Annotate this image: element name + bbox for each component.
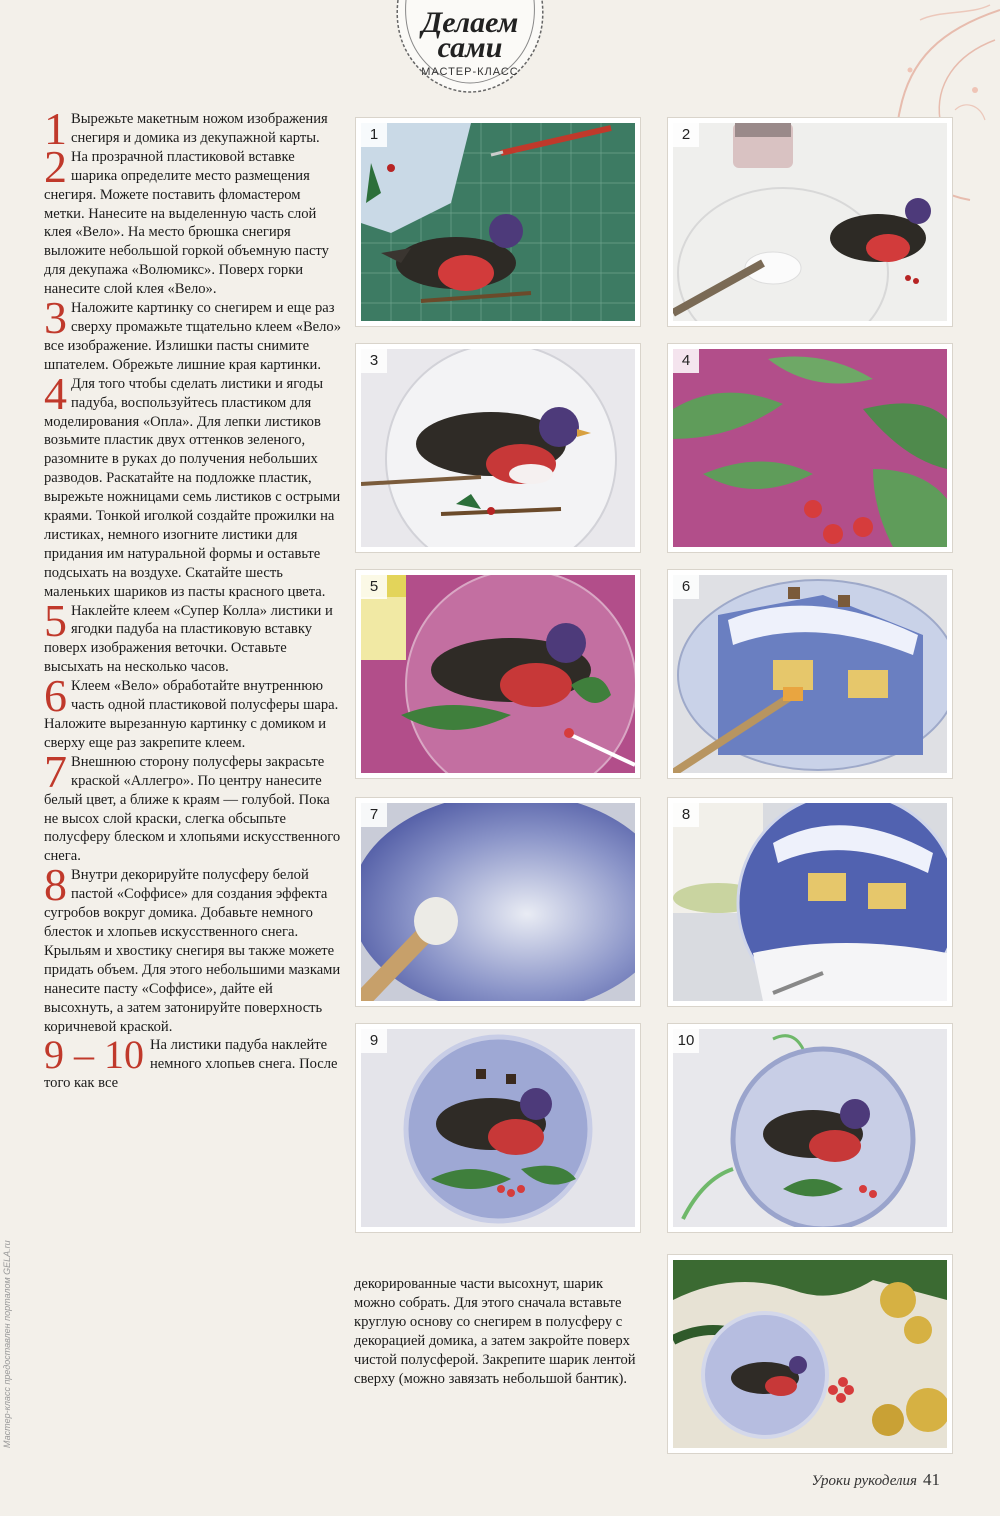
stamp-line-1: Делаем	[421, 6, 519, 39]
photo-step-10	[668, 1024, 952, 1232]
holly-leaves-image	[673, 349, 947, 547]
step-number: 7	[44, 745, 67, 797]
step-text: Наклейте клеем «Супер Колла» листики и ягодки падуба на пластиковую вставку поверх изображения веточки. Оставьте высыхать на несколько часов.	[44, 602, 333, 676]
snow-paste-image	[673, 803, 947, 1001]
photo-final-result	[668, 1255, 952, 1453]
step-number: 1	[44, 103, 67, 154]
photo-step-5	[356, 570, 640, 778]
photo-step-4	[668, 344, 952, 552]
step-4	[44, 367, 344, 602]
step-text: На листики падуба наклейте немного хлопьев снега. После того как все	[44, 1037, 338, 1092]
christmas-ornament-final-image	[673, 1260, 947, 1448]
photo-step-7	[356, 798, 640, 1006]
volumix-paste-image	[673, 123, 947, 321]
step-1	[44, 103, 344, 154]
step-number: 5	[44, 594, 67, 646]
step-number: 6	[44, 670, 67, 722]
assembled-ornament-image	[673, 1029, 947, 1227]
photo-step-2	[668, 118, 952, 326]
step-5	[44, 594, 344, 678]
photo-step-6	[668, 570, 952, 778]
photo-number: 2	[673, 123, 699, 147]
photo-number: 7	[361, 803, 387, 827]
step-text: Внутри декорируйте полусферу белой пастой «Соффисе» для создания эффекта сугробов вокруг домика. Добавьте немного блесток и хлопьев искусственного снега. Крыльям и хвостику снегиря вы также можете придать объем. Для этого небольшими мазками нанесите пасту «Соффисе», дайте ей высохнуть, а затем затонируйте поверхность коричневой краской.	[44, 867, 341, 1035]
step-6	[44, 670, 344, 753]
source-credit: Мастер-класс предоставлен порталом GELA.ru	[2, 1240, 12, 1448]
photo-number: 3	[361, 349, 387, 373]
photo-number: 9	[361, 1029, 387, 1053]
step-9-10	[44, 1032, 344, 1093]
cutting-mat-bullfinch-image	[361, 123, 635, 321]
painting-hemisphere-image	[361, 803, 635, 1001]
step-text: Внешнюю сторону полусферы закрасьте краской «Аллегро». По центру нанесите белый цвет, а ближе к краям — голубой. Пока не высох слой краски, слегка обсыпьте полусферу блеском и хлопьями искусственного снега.	[44, 753, 341, 865]
photo-number: 5	[361, 575, 387, 599]
step-2	[44, 140, 344, 299]
page-number: 41	[923, 1470, 940, 1489]
section-stamp	[392, 0, 548, 98]
photo-step-3	[356, 344, 640, 552]
photo-number: 10	[673, 1029, 699, 1053]
step-number: 4	[44, 367, 67, 419]
finished-insert-image	[361, 1029, 635, 1227]
step-text: Для того чтобы сделать листики и ягоды падуба, воспользуйтесь пластиком для моделирования «Опла». Для лепки листиков возьмите пластик двух оттенков зеленого, разомните в руках до получения небольших разводов. Раскатайте на подложке пластик, вырежьте ножницами семь листиков с острыми краями. Тонкой иголкой создайте прожилки на листиках, немного изогните листики для придания им натуральной формы и оставьте подсыхать на воздухе. Скатайте шесть маленьких шариков из пасты красного цвета.	[44, 375, 341, 600]
stamp-subtitle: МАСТЕР-КЛАСС	[421, 66, 519, 78]
step-number: 3	[44, 292, 67, 344]
step-7	[44, 745, 344, 866]
house-decoupage-image	[673, 575, 947, 773]
photo-number: 1	[361, 123, 387, 147]
photo-step-1	[356, 118, 640, 326]
step-number: 2	[44, 140, 67, 192]
attaching-leaves-image	[361, 575, 635, 773]
step-text: Клеем «Вело» обработайте внутреннюю часть одной пластиковой полусферы шара. Наложите вырезанную картинку с домиком и сверху еще раз закрепите клеем.	[44, 678, 339, 751]
step-8	[44, 859, 344, 1036]
glued-bullfinch-image	[361, 349, 635, 547]
continuation-text: декорированные части высохнут, шарик можно собрать. Для этого сначала вставьте круглую основу со снегирем в полусферу с декорацией домика, а затем закройте поверх чистой полусферой. Закрепите шарик лентой сверху (можно завязать небольшой бантик).	[354, 1276, 636, 1387]
photo-number: 6	[673, 575, 699, 599]
page-footer	[811, 1470, 940, 1490]
step-number: 8	[44, 859, 67, 911]
step-text: Наложите картинку со снегирем и еще раз сверху промажьте тщательно клеем «Вело» все изображение. Излишки пасты снимите шпателем. Обрежьте лишние края картинки.	[44, 300, 342, 373]
instructions-column	[44, 103, 344, 1093]
step-text: На прозрачной пластиковой вставке шарика определите место размещения снегиря. Можете поставить фломастером метки. Нанесите на выделенную часть слой клея «Вело». На место брюшка снегиря выложите небольшой горкой объемную пасту для декупажа «Волюмикс». Поверх горки нанесите слой клея «Вело».	[44, 148, 329, 298]
photo-number: 4	[673, 349, 699, 373]
step-3	[44, 292, 344, 375]
stamp-line-2: сами	[437, 31, 503, 64]
photo-step-8	[668, 798, 952, 1006]
step-text: Вырежьте макетным ножом изображения снегиря и домика из декупажной карты.	[71, 111, 328, 146]
photo-number: 8	[673, 803, 699, 827]
magazine-name: Уроки рукоделия	[811, 1473, 917, 1489]
photo-step-9	[356, 1024, 640, 1232]
step-number: 9 – 10	[44, 1032, 144, 1078]
